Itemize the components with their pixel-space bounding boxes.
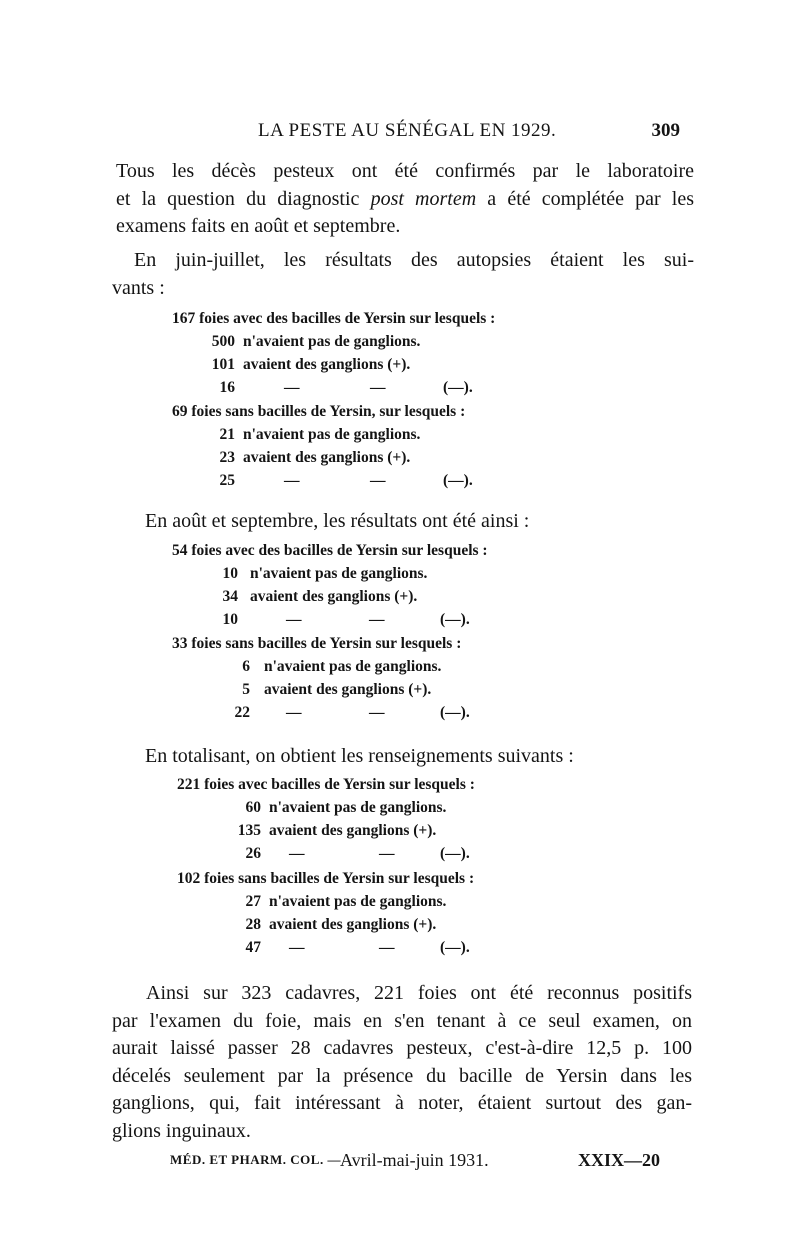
text-line: examens faits en août et septembre. (116, 215, 401, 237)
june-july-paragraph-cont (112, 275, 692, 303)
text-line: par l'examen du foie, mais en s'en tenant à ce seul examen, on (112, 1009, 692, 1032)
text-line: Ainsi sur 323 cadavres, 221 foies ont été reconnus positifs (146, 982, 692, 1004)
count: 10 (222, 611, 238, 628)
conclusion-paragraph (112, 980, 692, 1145)
list-heading: 102 foies sans bacilles de Yersin sur lesquels : (177, 870, 475, 887)
count: 10 (222, 565, 238, 582)
text-fragment: et la question du diagnostic (116, 187, 371, 210)
totals-paragraph (145, 743, 705, 771)
totals-list (177, 776, 597, 966)
text-line: En août et septembre, les résultats ont été ainsi : (145, 510, 530, 532)
running-header (0, 120, 680, 144)
page-number: 309 (651, 120, 680, 141)
negative-sign: (—). (440, 611, 470, 628)
count: 16 (219, 379, 235, 396)
negative-sign: (—). (440, 845, 470, 862)
list-heading: 167 foies avec des bacilles de Yersin sur lesquels : (172, 310, 496, 327)
count: 25 (219, 472, 235, 489)
ditto-mark: — (286, 704, 302, 721)
italic-term: post mortem (370, 187, 477, 210)
ditto-mark: — (369, 704, 385, 721)
ditto-mark: — (289, 939, 305, 956)
item-text: avaient des ganglions (+). (250, 588, 418, 605)
list-heading: 54 foies avec des bacilles de Yersin sur lesquels : (172, 542, 488, 559)
text-line (116, 186, 694, 214)
text-line: vants : (112, 277, 165, 299)
ditto-mark: — (284, 472, 300, 489)
text-line: aurait laissé passer 28 cadavres pesteux, c'est-à-dire 12,5 p. 100 (112, 1037, 692, 1059)
list-heading: 221 foies avec bacilles de Yersin sur lesquels : (177, 776, 475, 793)
count: 101 (211, 356, 235, 373)
count: 34 (222, 588, 238, 605)
ditto-mark: — (370, 379, 386, 396)
ditto-mark: — (379, 845, 395, 862)
count: 500 (211, 333, 235, 350)
aug-sept-list (172, 542, 592, 732)
text-fragment: a été complétée par les (476, 187, 694, 210)
item-text: n'avaient pas de ganglions. (264, 658, 442, 675)
intro-paragraph (116, 158, 694, 241)
text-line: En juin-juillet, les résultats des autopsies étaient les sui- (134, 249, 694, 271)
june-july-paragraph (134, 247, 694, 275)
item-text: n'avaient pas de ganglions. (269, 799, 447, 816)
item-text: avaient des ganglions (+). (269, 916, 437, 933)
item-text: n'avaient pas de ganglions. (243, 333, 421, 350)
item-text: avaient des ganglions (+). (243, 356, 411, 373)
june-july-list (172, 310, 592, 500)
count: 47 (245, 939, 261, 956)
count: 22 (234, 704, 250, 721)
item-text: n'avaient pas de ganglions. (250, 565, 428, 582)
text-line: glions inguinaux. (112, 1119, 251, 1142)
negative-sign: (—). (443, 472, 473, 489)
item-text: avaient des ganglions (+). (269, 822, 437, 839)
item-text: n'avaient pas de ganglions. (269, 893, 447, 910)
negative-sign: (—). (440, 704, 470, 721)
text-line: Tous les décès pesteux ont été confirmés par le laboratoire (116, 160, 694, 182)
text-line: ganglions, qui, fait intéressant à noter, étaient surtout des gan- (112, 1092, 692, 1114)
ditto-mark: — (284, 379, 300, 396)
count: 26 (245, 845, 261, 862)
count: 28 (245, 916, 261, 933)
running-title: LA PESTE AU SÉNÉGAL EN 1929. (258, 120, 557, 141)
ditto-mark: — (370, 472, 386, 489)
journal-abbreviation: MÉD. ET PHARM. COL. — (170, 1152, 341, 1167)
signature-mark: XXIX—20 (577, 1150, 660, 1170)
ditto-mark: — (286, 611, 302, 628)
count: 6 (242, 658, 250, 675)
text-line: En totalisant, on obtient les renseignements suivants : (145, 745, 574, 767)
item-text: avaient des ganglions (+). (264, 681, 432, 698)
ditto-mark: — (379, 939, 395, 956)
ditto-mark: — (289, 845, 305, 862)
count: 60 (245, 799, 261, 816)
item-text: avaient des ganglions (+). (243, 449, 411, 466)
issue-date: Avril-mai-juin 1931. (340, 1150, 489, 1170)
aug-sept-paragraph (145, 508, 705, 536)
count: 21 (219, 426, 235, 443)
negative-sign: (—). (443, 379, 473, 396)
count: 5 (242, 681, 250, 698)
page-footer (170, 1152, 660, 1174)
item-text: n'avaient pas de ganglions. (243, 426, 421, 443)
count: 23 (219, 449, 235, 466)
ditto-mark: — (369, 611, 385, 628)
list-heading: 33 foies sans bacilles de Yersin sur lesquels : (172, 635, 462, 652)
count: 135 (237, 822, 261, 839)
count: 27 (245, 893, 261, 910)
negative-sign: (—). (440, 939, 470, 956)
list-heading: 69 foies sans bacilles de Yersin, sur lesquels : (172, 403, 466, 420)
text-line: décelés seulement par la présence du bacille de Yersin dans les (112, 1064, 692, 1087)
